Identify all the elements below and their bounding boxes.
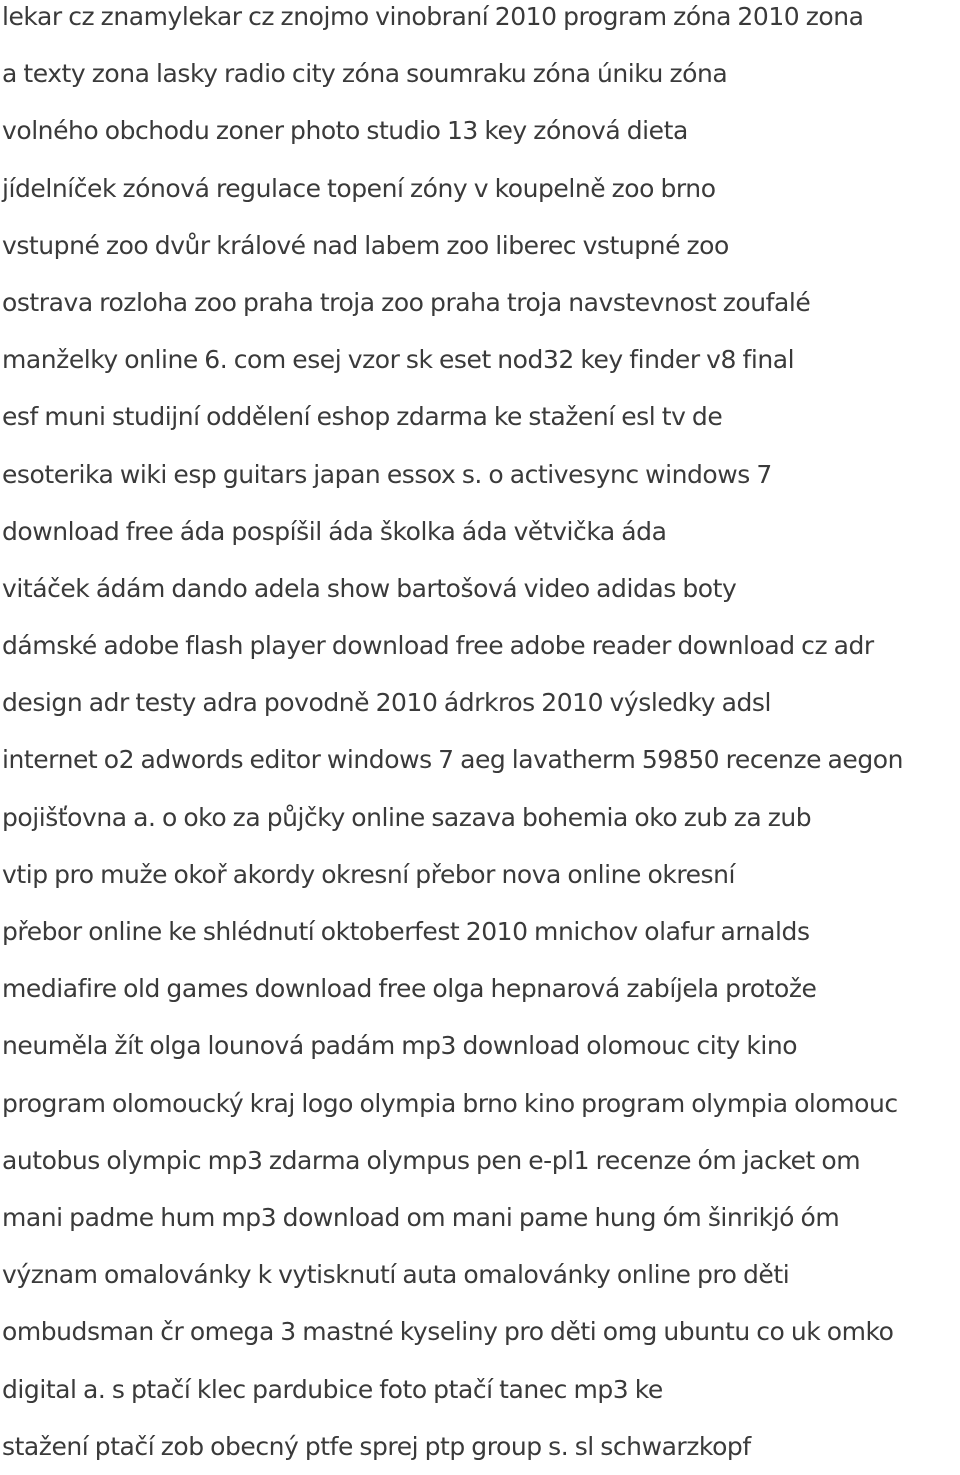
text-line: stažení ptačí zob obecný ptfe sprej ptp group s. sl schwarzkopf [2, 1431, 751, 1461]
text-line: volného obchodu zoner photo studio 13 key zónová dieta [2, 116, 688, 146]
text-line: program olomoucký kraj logo olympia brno kino program olympia olomouc [2, 1088, 898, 1118]
text-line: pojišťovna a. o oko za půjčky online sazava bohemia oko zub za zub [2, 802, 812, 832]
text-line: a texty zona lasky radio city zóna soumraku zóna úniku zóna [2, 59, 728, 89]
text-line: esoterika wiki esp guitars japan essox s. o activesync windows 7 [2, 459, 772, 489]
text-line: ostrava rozloha zoo praha troja zoo praha troja navstevnost zoufalé [2, 287, 811, 317]
text-line: jídelníček zónová regulace topení zóny v koupelně zoo brno [2, 173, 716, 203]
text-line: download free áda pospíšil áda školka áda větvička áda [2, 516, 667, 546]
text-line: lekar cz znamylekar cz znojmo vinobraní 2010 program zóna 2010 zona [2, 2, 864, 31]
text-line: design adr testy adra povodně 2010 ádrkros 2010 výsledky adsl [2, 688, 772, 718]
text-line: přebor online ke shlédnutí oktoberfest 2010 mnichov olafur arnalds [2, 917, 810, 946]
text-line: neuměla žít olga lounová padám mp3 download olomouc city kino [2, 1031, 798, 1061]
text-line: význam omalovánky k vytisknutí auta omalovánky online pro děti [2, 1260, 790, 1290]
text-block [2, 0, 960, 1475]
text-line: autobus olympic mp3 zdarma olympus pen e-pl1 recenze óm jacket om [2, 1145, 861, 1175]
text-line: vstupné zoo dvůr králové nad labem zoo liberec vstupné zoo [2, 230, 729, 260]
text-line: vtip pro muže okoř akordy okresní přebor nova online okresní [2, 859, 736, 889]
text-line: ombudsman čr omega 3 mastné kyseliny pro děti omg ubuntu co uk omko [2, 1317, 894, 1347]
text-line: esf muni studijní oddělení eshop zdarma ke stažení esl tv de [2, 402, 723, 432]
text-line: digital a. s ptačí klec pardubice foto ptačí tanec mp3 ke [2, 1374, 663, 1404]
text-line: manželky online 6. com esej vzor sk eset nod32 key finder v8 final [2, 345, 795, 375]
text-line: dámské adobe flash player download free adobe reader download cz adr [2, 631, 874, 661]
text-line: mani padme hum mp3 download om mani pame hung óm šinrikjó óm [2, 1202, 840, 1232]
text-line: mediafire old games download free olga hepnarová zabíjela protože [2, 974, 817, 1004]
text-line: internet o2 adwords editor windows 7 aeg lavatherm 59850 recenze aegon [2, 745, 904, 775]
text-line: vitáček ádám dando adela show bartošová video adidas boty [2, 573, 737, 603]
